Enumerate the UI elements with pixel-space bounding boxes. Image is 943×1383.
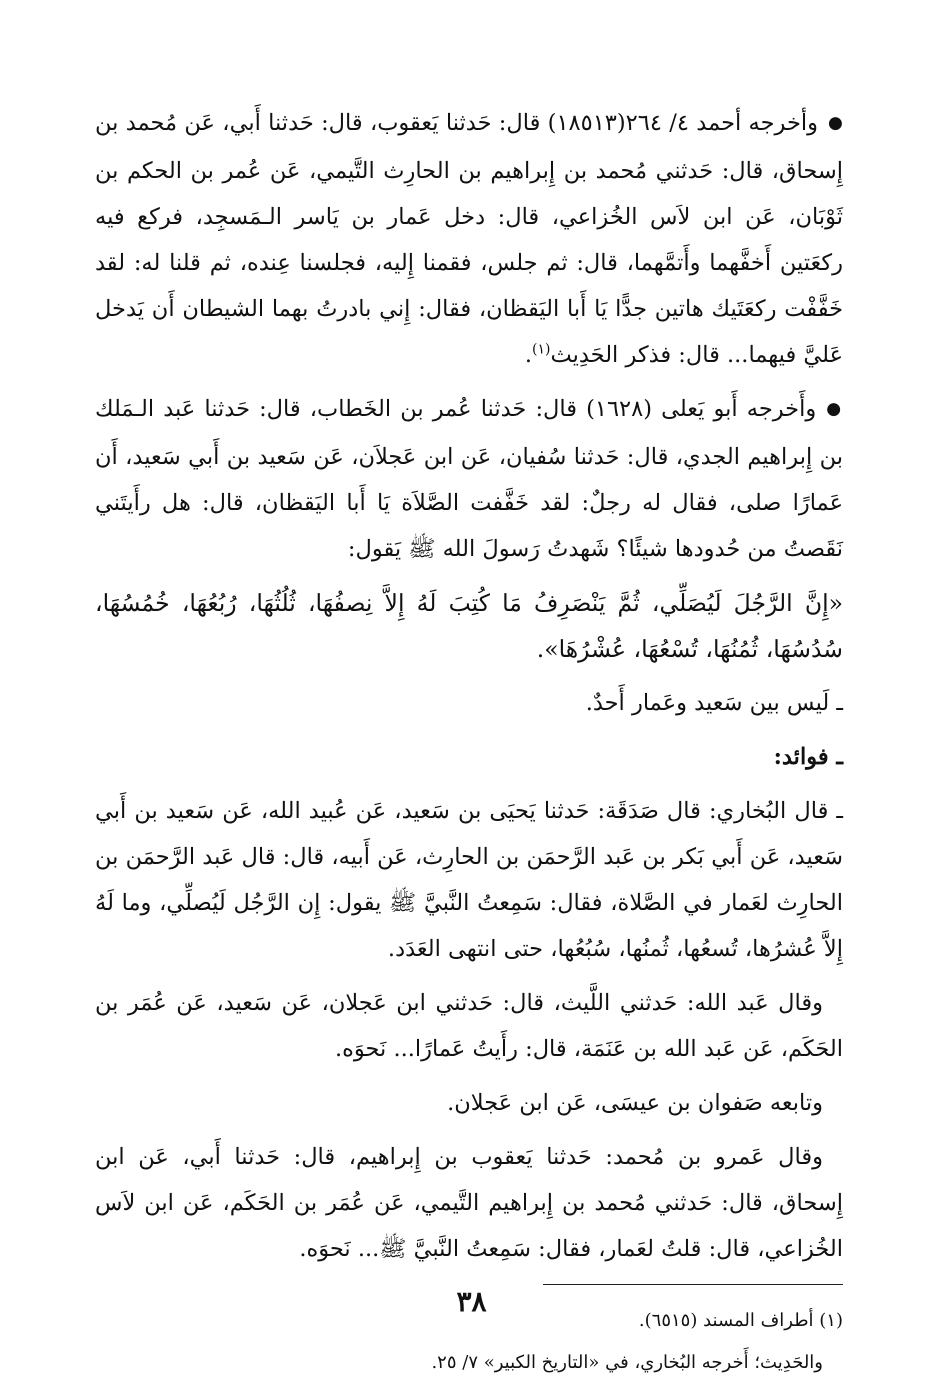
paragraph-amr-note: وقال عَمرو بن مُحمد: حَدثنا يَعقوب بن إِبراهيم، قال: حَدثنا أَبي، عَن ابن إِسحاق، قال: حَدثني مُحمد بن إِبراهيم التَّيمي، عَن عُمَر بن الحَكَم، عَن ابن لاَس الخُزاعي، قال: قلتُ لعَمار، فقال: سَمِعتُ النَّبيَّ ﷺ... نَحوَه. <box>95 1144 843 1262</box>
paragraph-safwan-note: وتابعه صَفوان بن عيسَى، عَن ابن عَجلان. <box>447 1090 823 1116</box>
page-body <box>95 100 843 1383</box>
page-number: ٣٨ <box>456 1285 487 1318</box>
paragraph-abu-yala-text: وأَخرجه أَبو يَعلى (١٦٢٨) قال: حَدثنا عُمر بن الخَطاب، قال: حَدثنا عَبد الـمَلك بن إِبراهيم الجدي، قال: حَدثنا سُفيان، عَن ابن عَجلاَن، عَن سَعيد بن أَبي سَعيد، أَن عَمارًا صلى، فقال له رجلٌ: لقد خَفَّفت الصَّلاَة يَا أَبا اليَقظان، قال: هل رأَيتَني نَقَصتُ من حُدودها شيئًا؟ شَهدتُ رَسولَ الله ﷺ يَقول: <box>95 396 843 562</box>
paragraph-ahmad-narration: ● وأخرجه أحمد ٤/ ٢٦٤(١٨٥١٣) قال: حَدثنا يَعقوب، قال: حَدثنا أَبي، عَن مُحمد بن إِسحاق، قال: حَدثني مُحمد بن إِبراهيم بن الحارِث التَّيمي، عَن عُمر بن الحكم بن ثَوْبَان، عَن ابن لاَس الخُزاعي، قال: دخل عَمار بن يَاسر الـمَسجِد، فركع فيه ركعَتين أَخفَّهما وأَتمَّهما، قال: ثم جلس، فقمنا إِليه، فجلسنا عِنده، ثم قلنا له: لقد خَفَّفْت ركعَتَيك هاتين جدًّا يَا أَبا اليَقظان، فقال: إِني بادرتُ بهما الشيطان أَن يَدخل عَليَّ فيهما... قال: فذكر الحَدِيث$^{(١)}$. <box>95 100 843 378</box>
hadith-quote: «إِنَّ الرَّجُلَ لَيُصَلِّي، ثُمَّ يَنْصَرِفُ مَا كُتِبَ لَهُ إِلاَّ نِصفُهَا، ثُلُثُهَا، رُبُعُهَا، خُمُسُهَا، سُدُسُهَا، ثُمُنُهَا، تُسْعُهَا، عُشْرُهَا». <box>95 589 843 663</box>
paragraph-no-intermediary: ـ لَيس بين سَعيد وعَمار أَحدٌ. <box>585 690 843 716</box>
paragraph-abu-yala-narration <box>95 386 843 572</box>
paragraph-abdullah-note: وقال عَبد الله: حَدثني اللَّيث، قال: حَدثني ابن عَجلان، عَن سَعيد، عَن عُمَر بن الحَكَم، عَن عَبد الله بن عَنَمَة، قال: رأَيتُ عَمارًا... نَحوَه. <box>95 990 843 1062</box>
paragraph-ahmad-text: وأخرجه أحمد ٤/ ٢٦٤(١٨٥١٣) قال: حَدثنا يَعقوب، قال: حَدثنا أَبي، عَن مُحمد بن إِسحاق، قال: حَدثني مُحمد بن إِبراهيم بن الحارِث التَّيمي، عَن عُمر بن الحكم بن ثَوْبَان، عَن ابن لاَس الخُزاعي، قال: دخل عَمار بن يَاسر الـمَسجِد، فركع فيه ركعَتين أَخفَّهما وأَتمَّهما، قال: ثم جلس، فقمنا إِليه، فجلسنا عِنده، ثم قلنا له: لقد خَفَّفْت ركعَتَيك هاتين جدًّا يَا أَبا اليَقظان، فقال: إِني بادرتُ بهما الشيطان أَن يَدخل عَليَّ فيهما... قال: فذكر الحَدِيث <box>95 110 843 368</box>
footnote-reference-1: (١) <box>532 341 551 358</box>
paragraph-bukhari-note: ـ قال البُخاري: قال صَدَقَة: حَدثنا يَحيَى بن سَعيد، عَن عُبيد الله، عَن سَعيد بن أَبي سَعيد، عَن أَبي بَكر بن عَبد الرَّحمَن بن الحارِث، عَن أَبيه، قال: قال عَبد الرَّحمَن بن الحارِث لعَمار في الصَّلاة، فقال: سَمِعتُ النَّبيَّ ﷺ يقول: إِن الرَّجُل لَيُصلِّي، وما لَهُ إِلاَّ عُشرُها، تُسعُها، ثُمنُها، سُبُعُها، حتى انتهى العَدَد. <box>95 798 843 962</box>
footnote-2: والحَدِيث؛ أَخرجه البُخاري، في «التاريخ الكبير» ٧/ ٢٥. <box>431 1352 823 1373</box>
footnote-1: (١) أطراف المسند (٦٥١٥). <box>638 1310 843 1331</box>
section-heading-benefits: ـ فوائد: <box>773 744 843 770</box>
